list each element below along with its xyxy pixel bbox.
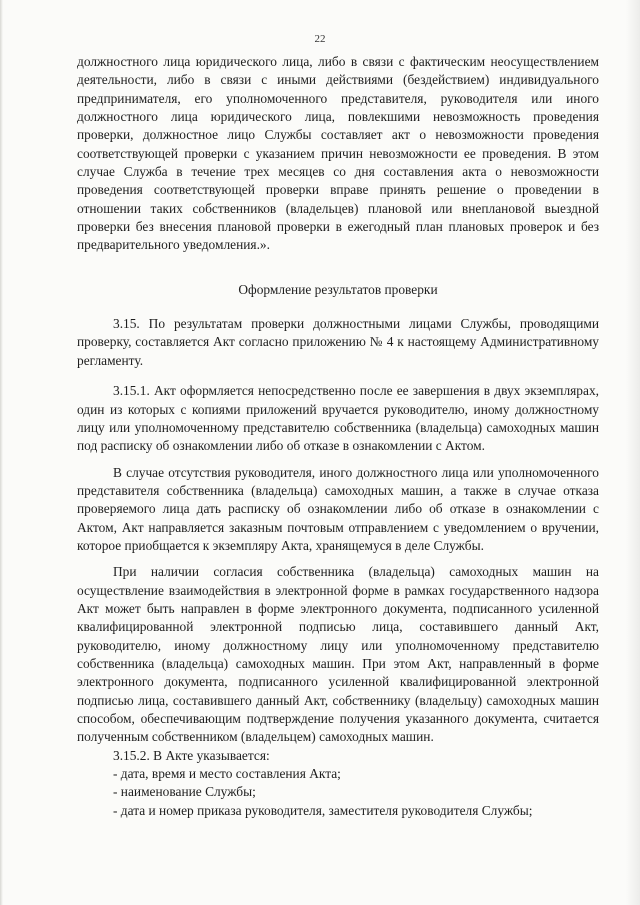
list-item: - дата, время и место составления Акта; [113,766,341,782]
paragraph-electronic-form: При наличии согласия собственника (владельца) самоходных машин на осуществление взаимодействия в электронной форме в рамках государственного надзора Акт может быть направлен в форме электронного документа, подписанного усиленной квалифицированной электронной подписью лица, составившего данный Акт, руководителю, иному должностному лицу или уполномоченному представителю собственника (владельца) самоходных машин. При этом Акт, направленный в форме электронного документа, подписанного усиленной квалифицированной электронной подписью лица, составившего данный Акт, собственнику (владельцу) самоходных машин способом, обеспечивающим подтверждение получения указанного документа, считается полученным собственником (владельцем) самоходных машин. [77,564,599,745]
scan-edge-right [626,0,640,905]
paragraph-3-15-1: 3.15.1. Акт оформляется непосредственно после ее завершения в двух экземплярах, один из которых с копиями приложений вручается руководителю, иному должностному лицу или уполномоченному представителю собственника (владельца) самоходных машин под расписку об ознакомлении либо об отказе в ознакомлении с Актом. [77,383,599,454]
paragraph-3-15-2: 3.15.2. В Акте указывается: [113,747,270,763]
scan-edge-left [0,0,3,905]
list-item: - дата и номер приказа руководителя, заместителя руководителя Службы; [113,802,533,818]
section-heading: Оформление результатов проверки [238,281,438,297]
list-item: - наименование Службы; [113,784,256,800]
paragraph-continuation: должностного лица юридического лица, либо в связи с фактическим неосуществлением деятельности, либо в связи с иными действиями (бездействием) индивидуального предпринимателя, его уполномоченного представителя, руководителя или иного должностного лица юридического лица, повлекшими невозможность проведения проверки, должностное лицо Службы составляет акт о невозможности проведения соответствующей проверки с указанием причин невозможности ее проведения. В этом случае Служба в течение трех месяцев со дня составления акта о невозможности проведения соответствующей проверки вправе принять решение о проведении в отношении таких собственников (владельцев) плановой или внеплановой выездной проверки без внесения плановой проверки в ежегодный план плановых проверок и без предварительного уведомления.». [77,54,599,253]
document-body [77,53,599,820]
page-number: 22 [314,33,326,45]
paragraph-3-15: 3.15. По результатам проверки должностными лицами Службы, проводящими проверку, составляется Акт согласно приложению № 4 к настоящему Административному регламенту. [77,316,599,368]
paragraph-absence: В случае отсутствия руководителя, иного должностного лица или уполномоченного представителя собственника (владельца) самоходных машин, а также в случае отказа проверяемого лица дать расписку об ознакомлении либо об отказе в ознакомлении с Актом, Акт направляется заказным почтовым отправлением с уведомлением о вручении, которое приобщается к экземпляру Акта, хранящемуся в деле Службы. [77,464,599,553]
